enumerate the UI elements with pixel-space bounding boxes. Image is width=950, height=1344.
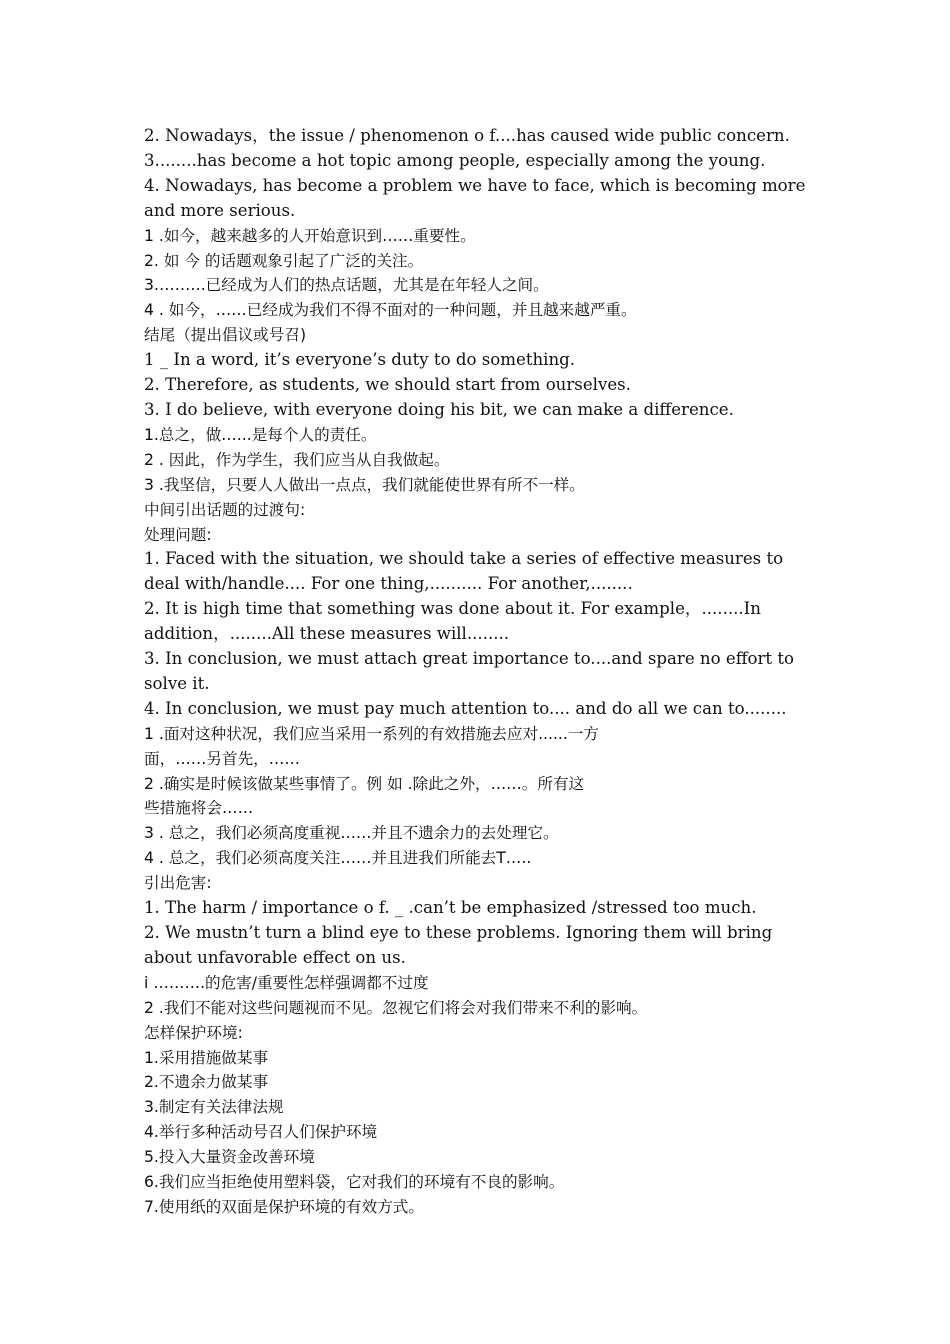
text-line: 2.不遗余力做某事 [144,1073,269,1092]
text-line: 1.采用措施做某事 [144,1048,269,1067]
text-line: 3 . 总之，我们必须高度重视……并且不遗余力的去处理它。 [144,824,559,843]
text-line: 2. It is high time that something was done about it. For example，........In addition，........All these measures will........ [144,599,761,644]
text-line: 5.投入大量资金改善环境 [144,1148,315,1167]
text-line: 2. Therefore, as students, we should start from ourselves. [144,375,631,395]
text-line: 3 .我坚信，只要人人做出一点点，我们就能使世界有所不一样。 [144,475,585,494]
text-line: 3........has become a hot topic among people, especially among the young. [144,150,766,170]
text-line: 1.总之，做.…..是每个人的责任。 [144,425,377,444]
text-line: 3. In conclusion, we must attach great importance to....and spare no effort to solve it. [144,649,795,693]
text-line: 1 .如今，越来越多的人开始意识到……重要性。 [144,226,476,245]
text-line: 引出危害: [144,874,212,893]
text-line: 3.制定有关法律法规 [144,1098,284,1117]
text-line: 些措施将会…… [144,799,254,818]
text-line: 2 .确实是时候该做某些事情了。例 如 .除此之外，……。所有这 [144,774,585,793]
text-line: 2. Nowadays，the issue / phenomenon o f....has caused wide public concern. [144,126,790,145]
text-line: 怎样保护环境: [144,1023,243,1042]
text-line: 2. 如 今 的话题观象引起了广泛的关注。 [144,251,424,270]
text-line: 2. We mustn’t turn a blind eye to these problems. Ignoring them will bring about unfavorable effect on us. [144,923,773,967]
text-line: 1 _ In a word, it’s everyone’s duty to do something. [144,350,576,370]
text-line: 4 . 如今，……已经成为我们不得不面对的一种问题，并且越来越严重。 [144,301,637,320]
document-body [144,124,810,1220]
text-line: 4 . 总之，我们必须高度关注……并且进我们所能去T….. [144,849,532,868]
text-line: i ……….的危害/重要性怎样强调都不过度 [144,973,429,992]
text-line: 1 .面对这种状况，我们应当采用一系列的有效措施去应对......一方 [144,724,600,743]
text-line: 4.举行多种活动号召人们保护环境 [144,1123,378,1142]
text-line: 1. Faced with the situation, we should take a series of effective measures to deal with/handle.... For one thing,.......... For another,........ [144,549,784,594]
text-line: 4. In conclusion, we must pay much attention to.... and do all we can to........ [144,698,787,718]
text-line: 1. The harm / importance o f. _ .can’t be emphasized /stressed too much. [144,898,757,918]
text-line: 中间引出话题的过渡句: [144,500,306,519]
text-line: 处理问题: [144,525,212,544]
text-line: 3……….已经成为人们的热点话题，尤其是在年轻人之间。 [144,276,549,295]
text-line: 2 . 因此，作为学生，我们应当从自我做起。 [144,450,450,469]
text-line: 结尾（提出倡议或号召) [144,326,307,345]
text-line: 面，……另首先，…… [144,749,300,768]
text-line: 4. Nowadays, has become a problem we have to face, which is becoming more and more serious. [144,175,806,220]
text-line: 2 .我们不能对这些问题视而不见。忽视它们将会对我们带来不利的影响。 [144,998,648,1017]
text-line: 7.使用纸的双面是保护环境的有效方式。 [144,1197,424,1216]
text-line: 6.我们应当拒绝使用塑料袋，它对我们的环境有不良的影响。 [144,1173,565,1192]
text-line: 3. I do believe, with everyone doing his bit, we can make a difference. [144,399,734,419]
